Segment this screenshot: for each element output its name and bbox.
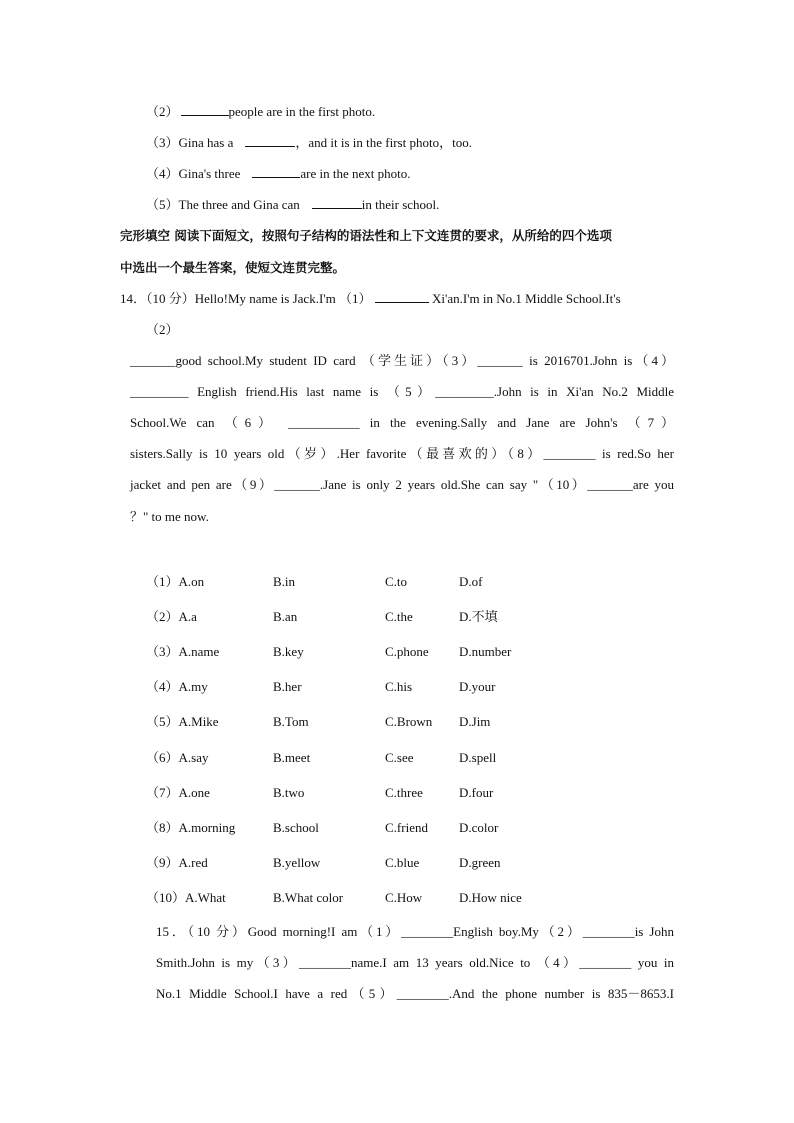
question-13-item-prefix: （3）Gina has a — [146, 135, 234, 150]
option-b[interactable]: B.key — [273, 644, 304, 659]
option-c[interactable]: C.Brown — [385, 714, 433, 729]
option-d[interactable]: D.green — [459, 855, 501, 870]
option-a[interactable]: （6）A.say — [146, 750, 209, 765]
option-d[interactable]: D.spell — [459, 750, 497, 765]
option-d[interactable]: D.four — [459, 785, 494, 800]
cloze-instruction-line-2: 中选出一个最生答案，使短文连贯完整。 — [120, 260, 346, 275]
option-d[interactable]: D.number — [459, 644, 512, 659]
option-d[interactable]: D.of — [459, 574, 483, 589]
option-c[interactable]: C.his — [385, 679, 413, 694]
question-14-first-line — [120, 291, 621, 307]
option-d[interactable]: D.不填 — [459, 609, 498, 624]
question-14-first-line-rest: Xi'an.I'm in No.1 Middle School.It's — [431, 291, 621, 306]
option-c[interactable]: C.phone — [385, 644, 429, 659]
option-a[interactable]: （1）A.on — [146, 574, 205, 589]
option-c[interactable]: C.blue — [385, 855, 420, 870]
option-c[interactable]: C.three — [385, 785, 423, 800]
question-13-item-text: ，and it is in the first photo，too. — [295, 135, 472, 150]
question-13-item-text: people are in the first photo. — [228, 104, 376, 119]
option-a[interactable]: （2）A.a — [146, 609, 197, 624]
cloze-instruction-line-1: 完形填空 阅读下面短文，按照句子结构的语法性和上下文连贯的要求，从所给的四个选项 — [120, 228, 612, 243]
option-d[interactable]: D.How nice — [459, 890, 522, 905]
passage-line: _________ English friend.His last name is （5）_________.John is in Xi'an No.2 Middle — [130, 384, 674, 399]
option-b[interactable]: B.two — [273, 785, 305, 800]
answer-blank[interactable] — [245, 135, 295, 147]
passage-line: _______good school.My student ID card （学生证）（3）_______ is 2016701.John is（4） — [130, 353, 674, 368]
question-13-item-prefix: （4）Gina's three — [146, 166, 241, 181]
question-13-item — [146, 104, 375, 120]
answer-blank[interactable] — [312, 197, 362, 209]
option-c[interactable]: C.the — [385, 609, 413, 624]
option-b[interactable]: B.What color — [273, 890, 344, 905]
passage-line: 15．（10 分）Good morning!I am（1）________English boy.My（2）________is John — [156, 924, 674, 939]
option-a[interactable]: （4）A.my — [146, 679, 208, 694]
passage-line: jacket and pen are（9）_______.Jane is only 2 years old.She can say "（10）_______are you — [130, 477, 674, 492]
option-c[interactable]: C.to — [385, 574, 408, 589]
option-a[interactable]: （8）A.morning — [146, 820, 236, 835]
option-c[interactable]: C.friend — [385, 820, 428, 835]
passage-line: School.We can （6） ___________ in the evening.Sally and Jane are John's （7） — [130, 415, 674, 430]
option-b[interactable]: B.yellow — [273, 855, 321, 870]
option-b[interactable]: B.in — [273, 574, 296, 589]
option-b[interactable]: B.an — [273, 609, 298, 624]
option-b[interactable]: B.meet — [273, 750, 311, 765]
option-a[interactable]: （5）A.Mike — [146, 714, 219, 729]
passage-line: sisters.Sally is 10 years old（岁）.Her favorite（最喜欢的）（8）________ is red.So her — [130, 446, 674, 461]
question-15-passage — [156, 924, 674, 1017]
option-b[interactable]: B.Tom — [273, 714, 309, 729]
option-a[interactable]: （9）A.red — [146, 855, 208, 870]
question-13-item-prefix: （5）The three and Gina can — [146, 197, 300, 212]
question-13-item-prefix: （2） — [146, 104, 179, 119]
answer-blank[interactable] — [375, 291, 429, 303]
option-a[interactable]: （3）A.name — [146, 644, 220, 659]
question-13-item — [146, 197, 439, 213]
option-c[interactable]: C.see — [385, 750, 414, 765]
option-d[interactable]: D.your — [459, 679, 496, 694]
question-13-item-text: are in the next photo. — [300, 166, 411, 181]
question-14-header: 14．（10 分）Hello!My name is Jack.I'm （1） — [120, 291, 372, 306]
answer-blank[interactable] — [181, 104, 229, 116]
option-d[interactable]: D.color — [459, 820, 499, 835]
option-c[interactable]: C.How — [385, 890, 423, 905]
option-a[interactable]: （7）A.one — [146, 785, 210, 800]
option-b[interactable]: B.her — [273, 679, 302, 694]
option-b[interactable]: B.school — [273, 820, 319, 835]
question-13-item — [146, 166, 411, 182]
question-13-item — [146, 135, 472, 151]
option-a[interactable]: （10）A.What — [146, 890, 226, 905]
question-14-second-line: （2） — [146, 322, 179, 337]
question-14-passage — [130, 353, 674, 508]
answer-blank[interactable] — [252, 166, 300, 178]
passage-line: No.1 Middle School.I have a red（5）________.And the phone number is 835－8653.I — [156, 986, 674, 1001]
passage-line: Smith.John is my（3）________name.I am 13 years old.Nice to （4）________ you in — [156, 955, 674, 970]
option-d[interactable]: D.Jim — [459, 714, 491, 729]
question-14-last-line: ？" to me now. — [130, 509, 209, 524]
question-13-item-text: in their school. — [361, 197, 440, 212]
